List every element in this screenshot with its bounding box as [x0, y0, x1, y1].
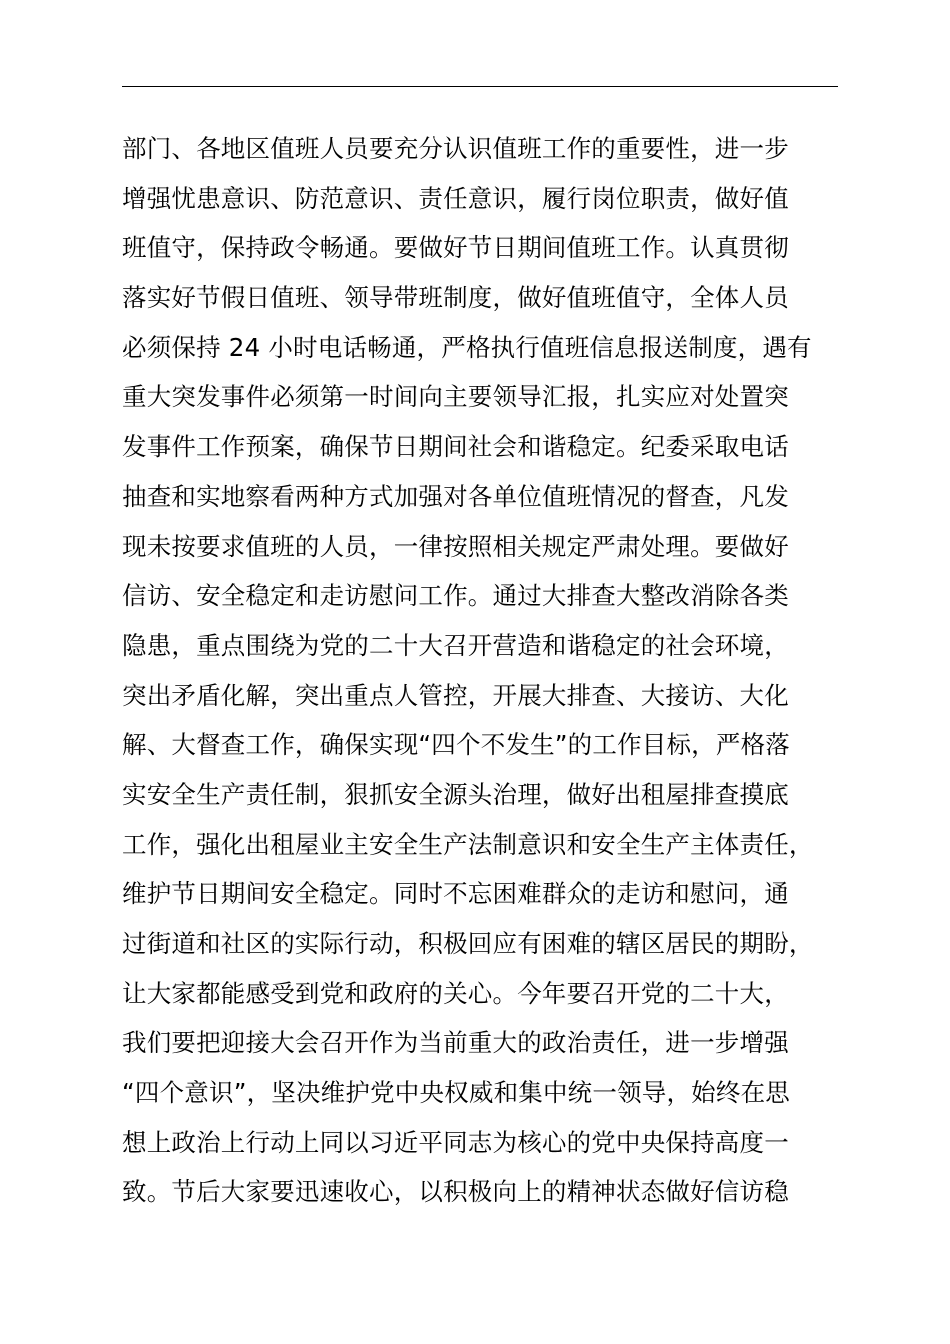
text-line: 信访、安全稳定和走访慰问工作。通过大排查大整改消除各类 [122, 581, 789, 611]
text-line: “四个意识”，坚决维护党中央权威和集中统一领导，始终在思 [122, 1078, 790, 1108]
text-line: 我们要把迎接大会召开作为当前重大的政治责任，进一步增强 [122, 1028, 789, 1058]
text-line: 让大家都能感受到党和政府的关心。今年要召开党的二十大， [122, 978, 789, 1008]
text-line: 突出矛盾化解，突出重点人管控，开展大排查、大接访、大化 [122, 680, 789, 710]
header-rule [122, 86, 838, 87]
text-line: 重大突发事件必须第一时间向主要领导汇报，扎实应对处置突 [122, 382, 789, 412]
text-line: 班值守，保持政令畅通。要做好节日期间值班工作。认真贯彻 [122, 233, 789, 263]
text-line: 部门、各地区值班人员要充分认识值班工作的重要性，进一步 [122, 134, 789, 163]
text-line: 必须保持 24 小时电话畅通，严格执行值班信息报送制度，遇有 [122, 332, 812, 362]
text-line: 维护节日期间安全稳定。同时不忘困难群众的走访和慰问，通 [122, 879, 789, 909]
text-line: 增强忧患意识、防范意识、责任意识，履行岗位职责，做好值 [122, 183, 789, 213]
text-line: 实安全生产责任制，狠抓安全源头治理，做好出租屋排查摸底 [122, 779, 789, 809]
text-line: 隐患，重点围绕为党的二十大召开营造和谐稳定的社会环境， [122, 630, 789, 660]
body-paragraph [122, 124, 862, 1217]
text-line: 过街道和社区的实际行动，积极回应有困难的辖区居民的期盼， [122, 929, 814, 958]
text-line: 落实好节假日值班、领导带班制度，做好值班值守，全体人员 [122, 283, 789, 313]
text-line: 解、大督查工作，确保实现“四个不发生”的工作目标，严格落 [122, 730, 790, 760]
text-line: 现未按要求值班的人员，一律按照相关规定严肃处理。要做好 [122, 531, 789, 561]
text-line: 工作，强化出租屋业主安全生产法制意识和安全生产主体责任， [122, 829, 814, 859]
text-line: 抽查和实地察看两种方式加强对各单位值班情况的督查，凡发 [122, 481, 789, 511]
text-line: 发事件工作预案，确保节日期间社会和谐稳定。纪委采取电话 [122, 432, 789, 462]
text-line: 致。节后大家要迅速收心，以积极向上的精神状态做好信访稳 [122, 1177, 789, 1207]
text-line: 想上政治上行动上同以习近平同志为核心的党中央保持高度一 [122, 1127, 789, 1157]
